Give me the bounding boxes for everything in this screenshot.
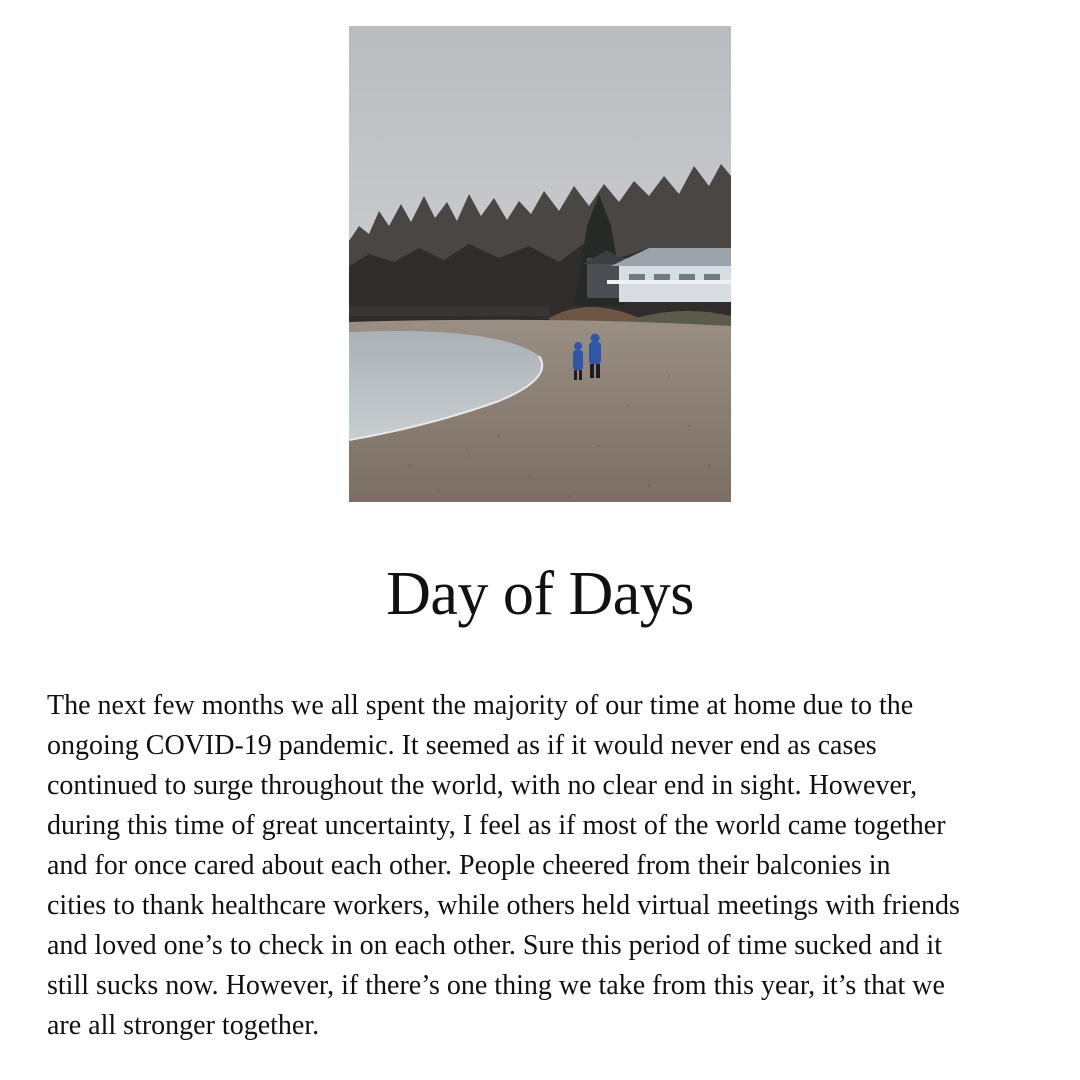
body-line: are all stronger together. <box>47 1010 320 1041</box>
body-paragraph <box>47 686 1047 1046</box>
body-line: and loved one’s to check in on each other. Sure this period of time sucked and it <box>47 930 942 961</box>
body-line: and for once cared about each other. People cheered from their balconies in <box>47 850 891 881</box>
page-title: Day of Days <box>386 560 694 628</box>
body-line: continued to surge throughout the world, with no clear end in sight. However, <box>47 770 918 801</box>
body-line: during this time of great uncertainty, I feel as if most of the world came together <box>47 810 946 841</box>
beach-photo <box>349 26 731 502</box>
beach-photo-icon <box>349 26 731 502</box>
body-line: still sucks now. However, if there’s one thing we take from this year, it’s that we <box>47 970 945 1001</box>
body-line: ongoing COVID-19 pandemic. It seemed as if it would never end as cases <box>47 730 877 761</box>
body-line: cities to thank healthcare workers, while others held virtual meetings with friends <box>47 890 960 921</box>
body-line: The next few months we all spent the majority of our time at home due to the <box>47 690 914 721</box>
